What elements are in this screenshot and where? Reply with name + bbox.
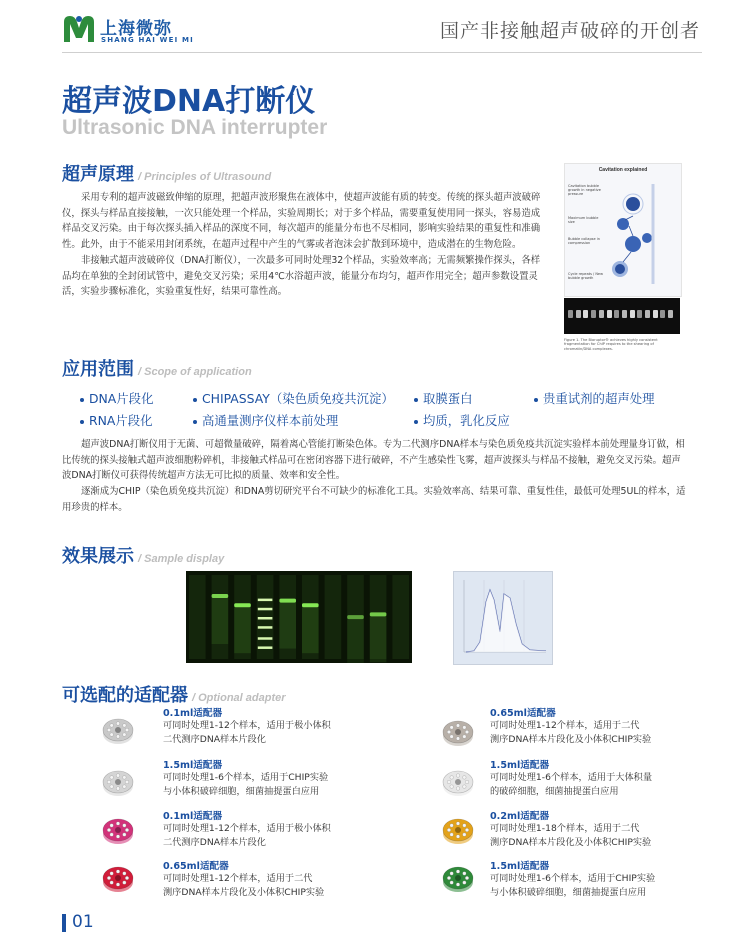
principles-title: 超声原理 [62,164,134,185]
adapters-subtitle: / Optional adapter [192,692,286,704]
adapter-disc-icon [440,812,476,848]
adapter-disc-icon [100,712,136,748]
display-heading [62,542,224,568]
gel-strip-band [660,310,665,318]
adapter-disc-icon [100,860,136,896]
gel-strip-band [614,310,619,318]
logo-chinese: 上海微弥 [100,19,172,39]
principles-text [62,190,542,300]
gel-strip-band [637,310,642,318]
adapter-desc: 可同时处理1-12个样本，适用于二代 [490,720,640,731]
gel-strip-band [591,310,596,318]
scope-bullet-rna: RNA片段化 [80,411,153,429]
scope-paragraph-1: 超声波DNA打断仪用于无菌、可超微量破碎，隔着离心管能打断染色体。专为二代测序DNA样本与染色质免疫共沉淀实验样本前处理量身订做，相比传统的探头接触式超声波细胞粉碎机，非接触式样品可在密闭容器下进行破碎，不产生感染性飞雾，超声波探头与样品不接触，避免交叉污染。超声波DNA打断仪可获得传统超声方法无可比拟的质量、效率和安全性。 [62,439,685,482]
adapter-name: 1.5ml适配器 [490,861,550,872]
bullet-dot-icon [534,398,538,402]
scope-heading [62,355,252,381]
adapter-image-6 [100,860,136,896]
adapter-name: 1.5ml适配器 [163,760,223,771]
scope-subtitle: / Scope of application [138,366,252,378]
principles-paragraph-1: 采用专利的超声波磁致伸缩的原理，把超声波形聚焦在液体中，使超声波能有质的转变。传统的探头超声波破碎仪，探头与样品直接接触，一次只能处理一个样品，实验周期长；对于多个样品，需要重复使用同一探头，容易造成样品交叉污染。由于每次探头插入样品的深度不同，每次超声的能量分布也不尽相同，影响实验结果的重复性和准确性。此外，由于不能采用封闭系统，在超声过程中产生的气雾或者泡沫会扩散到环境中，造成潜在的生物危险。 [62,192,541,251]
adapter-desc: 与小体积破碎细胞，细菌抽提蛋白应用 [163,786,320,797]
adapter-desc: 测序DNA样本片段化及小体积CHIP实验 [490,734,652,745]
principles-subtitle: / Principles of Ultrasound [138,171,272,183]
adapter-disc-icon [440,714,476,750]
cavitation-label-3: Bubble collapse in compression [568,237,600,246]
scope-bullet-reagent: 贵重试剂的超声处理 [534,389,655,407]
adapter-desc: 可同时处理1-6个样本，适用于CHIP实验 [163,772,329,783]
page-title: 超声波DNA打断仪 [62,84,316,119]
gel-strip-band [568,310,573,318]
gel-strip-band [645,310,650,318]
gel-strip-band [599,310,604,318]
cavitation-label-4: Cycle repeats / New bubble growth [568,272,603,281]
adapter-disc-icon [440,764,476,800]
bullet-dot-icon [80,398,84,402]
adapter-image-4 [100,812,136,848]
principles-paragraph-2: 非接触式超声波破碎仪（DNA打断仪），一次最多可同时处理32个样品，实验效率高；无需频繁操作探头，各样品均在单独的全封闭试管中，避免交叉污染；采用4℃水浴超声波，能量分布均匀，超声作用完全；超声参数设置灵活，实验步骤标准化，实验重复性好，结果可靠性高。 [62,254,541,298]
page-number: 01 [72,912,94,932]
cavitation-figure-title: Cavitation explained [598,167,648,173]
adapter-image-3 [440,764,476,800]
scope-paragraph-2: 逐渐成为CHIP（染色质免疫共沉淀）和DNA剪切研究平台不可缺少的标准化工具。实验效率高、结果可靠、重复性佳，最低可处理5UL的样本，适用珍贵的样本。 [62,486,686,513]
adapter-desc: 二代测序DNA样本片段化 [163,837,266,848]
scope-title: 应用范围 [62,359,134,380]
adapter-name: 0.2ml适配器 [490,811,550,822]
scope-text [62,437,688,516]
cavitation-label-2: Maximum bubble size [568,216,599,225]
adapter-image-0 [100,712,136,748]
cavitation-figure [564,163,682,297]
page-title-english: Ultrasonic DNA interrupter [62,116,328,139]
gel-strip-band [576,310,581,318]
fragment-distribution-image [453,571,553,665]
adapter-image-2 [100,764,136,800]
adapter-name: 0.65ml适配器 [163,861,229,872]
scope-bullet-ngs: 高通量测序仪样本前处理 [193,411,338,429]
adapter-disc-icon [440,860,476,896]
adapter-desc: 的破碎细胞，细菌抽提蛋白应用 [490,786,619,797]
adapter-desc: 可同时处理1-6个样本，适用于大体积量 [490,772,653,783]
fragment-distribution-trace [454,572,552,664]
gel-strip-band [583,310,588,318]
adapter-disc-icon [100,812,136,848]
adapter-desc: 二代测序DNA样本片段化 [163,734,266,745]
scope-bullet-chip: CHIPASSAY（染色质免疫共沉淀） [193,389,394,407]
adapters-title: 可选配的适配器 [62,685,188,706]
adapter-desc: 可同时处理1-12个样本，适用于极小体积 [163,823,331,834]
sample-gel-image [186,571,412,663]
bullet-dot-icon [193,398,197,402]
adapter-name: 0.65ml适配器 [490,708,556,719]
gel-strip-band [607,310,612,318]
adapter-item [490,705,710,747]
adapter-image-5 [440,812,476,848]
fragmentation-caption: Figure 1. The Bioruptor® achieves highly consistent fragmentation for ChIP requires to the shearing of chromatin/DNA complexes. [564,338,658,351]
gel-lanes [186,571,412,663]
display-subtitle: / Sample display [138,553,225,565]
scope-bullet-emulsion: 均质，乳化反应 [414,411,510,429]
adapter-item [163,705,403,747]
adapters-heading [62,681,286,707]
adapter-image-1 [440,714,476,750]
adapter-item [163,757,403,799]
bullet-dot-icon [80,420,84,424]
adapter-desc: 可同时处理1-6个样本，适用于CHIP实验 [490,873,656,884]
gel-strip-band [653,310,658,318]
display-title: 效果展示 [62,546,134,567]
gel-strip-band [630,310,635,318]
bullet-dot-icon [414,398,418,402]
adapter-item [163,808,403,850]
principles-heading [62,160,271,186]
adapter-name: 0.1ml适配器 [163,708,223,719]
bullet-dot-icon [414,420,418,424]
gel-strip-band [668,310,673,318]
footer-accent-bar [62,914,66,932]
adapter-item [490,757,710,799]
adapter-disc-icon [100,764,136,800]
adapter-name: 0.1ml适配器 [163,811,223,822]
adapter-desc: 可同时处理1-18个样本，适用于二代 [490,823,640,834]
adapter-desc: 可同时处理1-12个样本，适用于二代 [163,873,313,884]
cavitation-label-1: Cavitation bubble growth in negative pressure [568,184,601,197]
adapter-desc: 测序DNA样本片段化及小体积CHIP实验 [490,837,652,848]
adapter-desc: 可同时处理1-12个样本，适用于极小体积 [163,720,331,731]
fragmentation-gel-image [564,298,680,334]
scope-bullet-dna: DNA片段化 [80,389,153,407]
adapter-desc: 测序DNA样本片段化及小体积CHIP实验 [163,887,325,898]
adapter-image-7 [440,860,476,896]
gel-strip-band [622,310,627,318]
adapter-item [163,858,403,900]
bullet-dot-icon [193,420,197,424]
adapter-desc: 与小体积破碎细胞，细菌抽提蛋白应用 [490,887,647,898]
adapter-item [490,808,710,850]
header-divider [62,52,702,53]
adapter-item [490,858,710,900]
scope-bullet-membrane: 取膜蛋白 [414,389,473,407]
header-slogan: 国产非接触超声破碎的开创者 [439,20,700,42]
logo-english: SHANG HAI WEI MI [101,36,194,44]
adapter-name: 1.5ml适配器 [490,760,550,771]
logo-icon [62,14,96,44]
